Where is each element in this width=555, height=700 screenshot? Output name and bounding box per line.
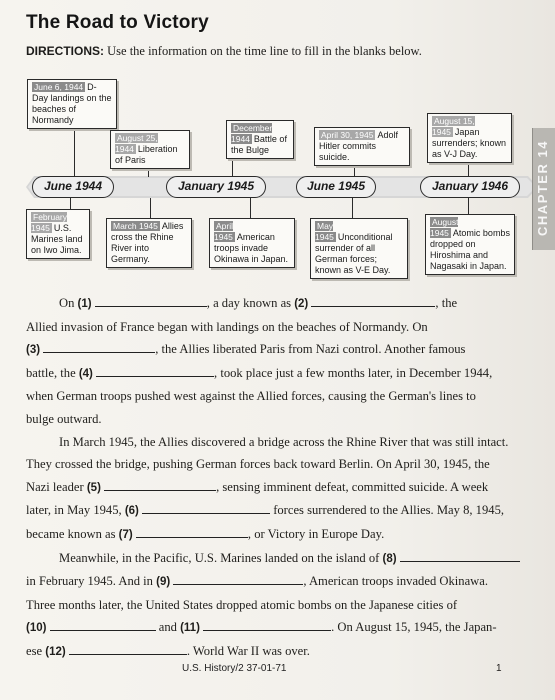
event-d-day xyxy=(27,79,117,129)
text: Meanwhile, in the Pacific, U.S. Marines landed on the island of xyxy=(59,550,383,565)
blank-number-6: (6) xyxy=(124,505,139,518)
fill-in-passage xyxy=(26,292,530,664)
text: On xyxy=(59,296,78,310)
text: Three months later, the United States dropped atomic bombs on the Japanese cities of xyxy=(26,597,458,612)
connector-ve xyxy=(352,198,353,218)
connector-atomic xyxy=(468,198,469,214)
text: In March 1945, the Allies discovered a bridge across the Rhine River that was still intact. xyxy=(59,434,509,449)
blank-11[interactable] xyxy=(203,619,331,631)
text: , took place just a few months later, in December 1944, xyxy=(214,365,493,380)
blank-number-7: (7) xyxy=(118,528,133,541)
text: when German troops pushed west against the Allied forces, causing the German's lines to xyxy=(26,389,476,404)
event-text: Adolf Hitler commits suicide. xyxy=(319,130,398,162)
blank-7[interactable] xyxy=(136,526,248,538)
connector-d-day xyxy=(74,121,75,177)
text: in February 1945. And in xyxy=(26,574,157,589)
text: . World War II was over. xyxy=(186,643,310,658)
text: . On August 15, 1945, the Japan- xyxy=(331,620,497,635)
event-text: D-Day landings on the beaches of Normandy xyxy=(32,82,112,125)
connector-rhine xyxy=(150,198,151,218)
text: became known as xyxy=(26,526,119,541)
text: , American troops invaded Okinawa. xyxy=(303,574,489,589)
event-ve-day xyxy=(310,218,408,279)
page-title: The Road to Victory xyxy=(26,12,209,33)
event-text: Unconditional surrender of all German forces; known as V-E Day. xyxy=(315,232,393,275)
blank-9[interactable] xyxy=(173,573,303,585)
event-date: May 1945 xyxy=(315,221,334,242)
event-text: Atomic bombs dropped on Hiroshima and Nagasaki in Japan. xyxy=(430,228,510,271)
chapter-tab-label: CHAPTER 14 xyxy=(535,140,550,236)
paragraph-3 xyxy=(26,547,530,664)
event-iwo-jima xyxy=(26,209,90,259)
axis-label-june-1944: June 1944 xyxy=(32,176,114,198)
blank-12[interactable] xyxy=(69,643,187,655)
event-date: August 1945 xyxy=(430,217,459,238)
blank-number-8: (8) xyxy=(382,552,397,565)
directions xyxy=(26,44,422,59)
blank-number-12: (12) xyxy=(45,645,66,658)
text: , a day known as xyxy=(206,296,295,310)
directions-text: Use the information on the time line to fill in the blanks below. xyxy=(107,44,422,58)
event-liberation-paris xyxy=(110,130,190,169)
event-date: December 1944 xyxy=(231,123,273,144)
axis-label-january-1945: January 1945 xyxy=(166,176,266,198)
blank-6[interactable] xyxy=(142,502,270,514)
event-text: Allies cross the Rhine River into Germany. xyxy=(111,221,184,264)
blank-number-5: (5) xyxy=(86,481,101,494)
chapter-tab xyxy=(532,128,555,250)
blank-number-10: (10) xyxy=(26,622,47,635)
blank-10[interactable] xyxy=(50,619,156,631)
blank-1[interactable] xyxy=(95,295,207,307)
axis-label-january-1946: January 1946 xyxy=(420,176,520,198)
event-date: April 1945 xyxy=(214,221,234,242)
text: , the Allies liberated Paris from Nazi control. Another famous xyxy=(155,342,466,357)
connector-bulge xyxy=(232,157,233,177)
footer-course-code: U.S. History/2 37-01-71 xyxy=(182,663,287,674)
blank-5[interactable] xyxy=(104,479,216,491)
event-date: February 1945 xyxy=(31,212,68,233)
text: ese xyxy=(26,643,46,658)
blank-number-9: (9) xyxy=(156,576,171,589)
text: later, in May 1945, xyxy=(26,503,125,518)
event-battle-bulge xyxy=(226,120,294,159)
event-text: American troops invade Okinawa in Japan. xyxy=(214,232,289,264)
blank-number-4: (4) xyxy=(78,367,93,380)
text: , sensing imminent defeat, committed suicide. A week xyxy=(216,479,489,494)
paragraph-1 xyxy=(26,292,530,431)
blank-number-1: (1) xyxy=(77,298,92,310)
text: , or Victory in Europe Day. xyxy=(247,526,385,541)
blank-number-11: (11) xyxy=(180,622,200,635)
blank-number-3: (3) xyxy=(26,344,41,357)
event-date: June 6, 1944 xyxy=(34,82,84,92)
text: bulge outward. xyxy=(26,411,102,426)
event-atomic-bombs xyxy=(425,214,515,275)
event-date: August 25, 1944 xyxy=(115,133,158,154)
event-date: August 15, 1945 xyxy=(432,116,475,137)
text: battle, the xyxy=(26,365,79,380)
text: forces surrendered to the Allies. May 8, 1945, xyxy=(270,503,505,518)
event-okinawa xyxy=(209,218,295,268)
blank-3[interactable] xyxy=(43,341,155,353)
blank-number-2: (2) xyxy=(294,298,309,310)
event-vj-day xyxy=(427,113,512,163)
event-text: U.S. Marines land on Iwo Jima. xyxy=(31,223,83,255)
event-text: Battle of the Bulge xyxy=(231,134,287,155)
text: and xyxy=(155,620,181,635)
axis-label-june-1945: June 1945 xyxy=(296,176,376,198)
event-date: March 1945 xyxy=(113,221,158,231)
event-date: April 30, 1945 xyxy=(321,130,374,140)
text: Allied invasion of France began with landings on the beaches of Normandy. On xyxy=(26,319,428,334)
text: , the xyxy=(435,296,458,310)
event-text: Japan surrenders; known as V-J Day. xyxy=(432,127,507,159)
blank-2[interactable] xyxy=(311,295,435,307)
paragraph-2 xyxy=(26,431,530,547)
directions-label: DIRECTIONS: xyxy=(26,44,104,58)
text: Nazi leader xyxy=(26,479,87,494)
text: They crossed the bridge, pushing German forces back toward Berlin. On April 30, 1945, the xyxy=(26,457,490,472)
event-text: Liberation of Paris xyxy=(115,144,178,165)
page-number: 1 xyxy=(496,663,502,674)
blank-8[interactable] xyxy=(400,550,520,562)
event-hitler-suicide xyxy=(314,127,410,166)
connector-okinawa xyxy=(250,198,251,218)
event-rhine xyxy=(106,218,192,268)
blank-4[interactable] xyxy=(96,365,214,377)
